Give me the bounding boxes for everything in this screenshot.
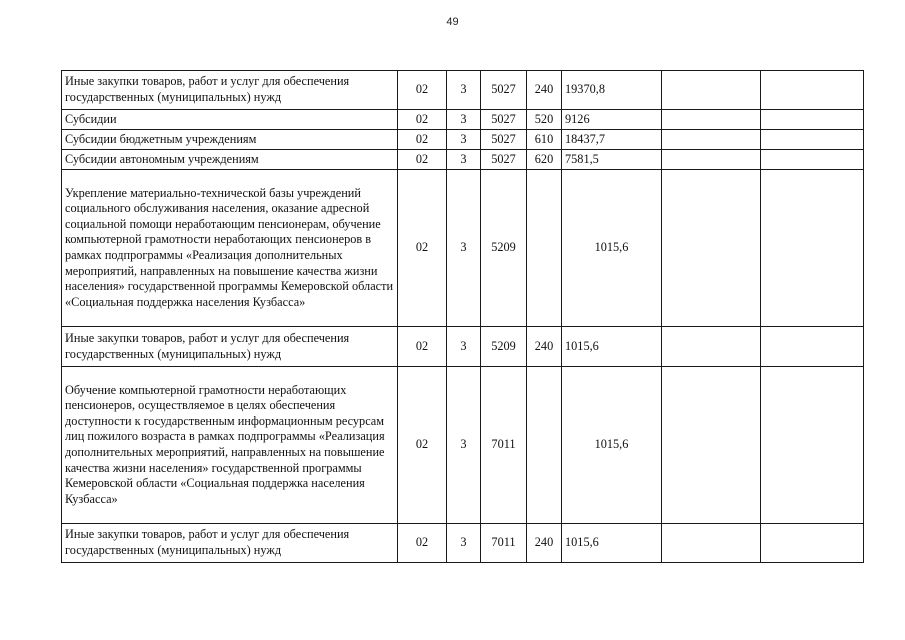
row-description: Субсидии [62, 110, 398, 130]
row-expense-type: 520 [527, 110, 562, 130]
row-amount: 18437,7 [562, 130, 662, 150]
row-article: 5027 [481, 150, 527, 170]
row-description: Иные закупки товаров, работ и услуг для обеспечения государственных (муниципальных) нужд [62, 524, 398, 563]
table-row [62, 110, 864, 130]
row-subsection: 3 [447, 170, 481, 327]
row-description: Иные закупки товаров, работ и услуг для обеспечения государственных (муниципальных) нужд [62, 71, 398, 110]
table-row [62, 130, 864, 150]
row-empty-cell [662, 130, 761, 150]
row-section: 02 [398, 71, 447, 110]
row-amount: 1015,6 [562, 327, 662, 367]
row-empty-cell [662, 524, 761, 563]
row-amount: 1015,6 [562, 367, 662, 524]
row-expense-type [527, 170, 562, 327]
row-empty-cell [761, 110, 864, 130]
table-row [62, 327, 864, 367]
row-empty-cell [662, 170, 761, 327]
row-article: 5027 [481, 130, 527, 150]
row-article: 5027 [481, 71, 527, 110]
row-section: 02 [398, 524, 447, 563]
table-row [62, 524, 864, 563]
row-empty-cell [761, 524, 864, 563]
row-section: 02 [398, 327, 447, 367]
row-amount: 1015,6 [562, 170, 662, 327]
row-article: 5209 [481, 170, 527, 327]
row-empty-cell [662, 367, 761, 524]
table-row [62, 150, 864, 170]
row-subsection: 3 [447, 327, 481, 367]
row-amount: 9126 [562, 110, 662, 130]
row-subsection: 3 [447, 150, 481, 170]
row-section: 02 [398, 150, 447, 170]
row-expense-type: 620 [527, 150, 562, 170]
row-empty-cell [662, 150, 761, 170]
table-row [62, 367, 864, 524]
row-section: 02 [398, 170, 447, 327]
row-empty-cell [761, 367, 864, 524]
row-section: 02 [398, 367, 447, 524]
row-expense-type: 240 [527, 524, 562, 563]
row-expense-type: 240 [527, 327, 562, 367]
row-section: 02 [398, 110, 447, 130]
table-row [62, 71, 864, 110]
budget-table [61, 70, 864, 563]
row-amount: 19370,8 [562, 71, 662, 110]
row-expense-type [527, 367, 562, 524]
row-amount: 1015,6 [562, 524, 662, 563]
row-article: 5209 [481, 327, 527, 367]
row-empty-cell [761, 130, 864, 150]
row-article: 7011 [481, 367, 527, 524]
row-description: Субсидии бюджетным учреждениям [62, 130, 398, 150]
row-expense-type: 610 [527, 130, 562, 150]
row-subsection: 3 [447, 524, 481, 563]
row-empty-cell [662, 110, 761, 130]
row-empty-cell [761, 327, 864, 367]
row-subsection: 3 [447, 110, 481, 130]
row-empty-cell [662, 71, 761, 110]
row-description: Субсидии автономным учреждениям [62, 150, 398, 170]
row-description: Укрепление материально-технической базы учреждений социального обслуживания населения, оказание адресной социальной помощи неработающим пенсионерам, обучение компьютерной грамотности неработающих пенсионеров в рамках подпрограммы «Реализация дополнительных мероприятий, направленных на повышение качества жизни населения» государственной программы Кемеровской области «Социальная поддержка населения Кузбасса» [62, 170, 398, 327]
row-article: 7011 [481, 524, 527, 563]
row-empty-cell [761, 71, 864, 110]
row-empty-cell [761, 170, 864, 327]
row-description: Обучение компьютерной грамотности неработающих пенсионеров, осуществляемое в целях обеспечения доступности к государственным информационным ресурсам лиц пожилого возраста в рамках подпрограммы «Реализация дополнительных мероприятий, направленных на повышение качества жизни населения» государственной программы Кемеровской области «Социальная поддержка населения Кузбасса» [62, 367, 398, 524]
row-empty-cell [662, 327, 761, 367]
row-article: 5027 [481, 110, 527, 130]
row-amount: 7581,5 [562, 150, 662, 170]
row-empty-cell [761, 150, 864, 170]
row-section: 02 [398, 130, 447, 150]
row-description: Иные закупки товаров, работ и услуг для обеспечения государственных (муниципальных) нужд [62, 327, 398, 367]
row-subsection: 3 [447, 130, 481, 150]
table-row [62, 170, 864, 327]
row-expense-type: 240 [527, 71, 562, 110]
page-number: 49 [446, 16, 459, 28]
row-subsection: 3 [447, 367, 481, 524]
row-subsection: 3 [447, 71, 481, 110]
